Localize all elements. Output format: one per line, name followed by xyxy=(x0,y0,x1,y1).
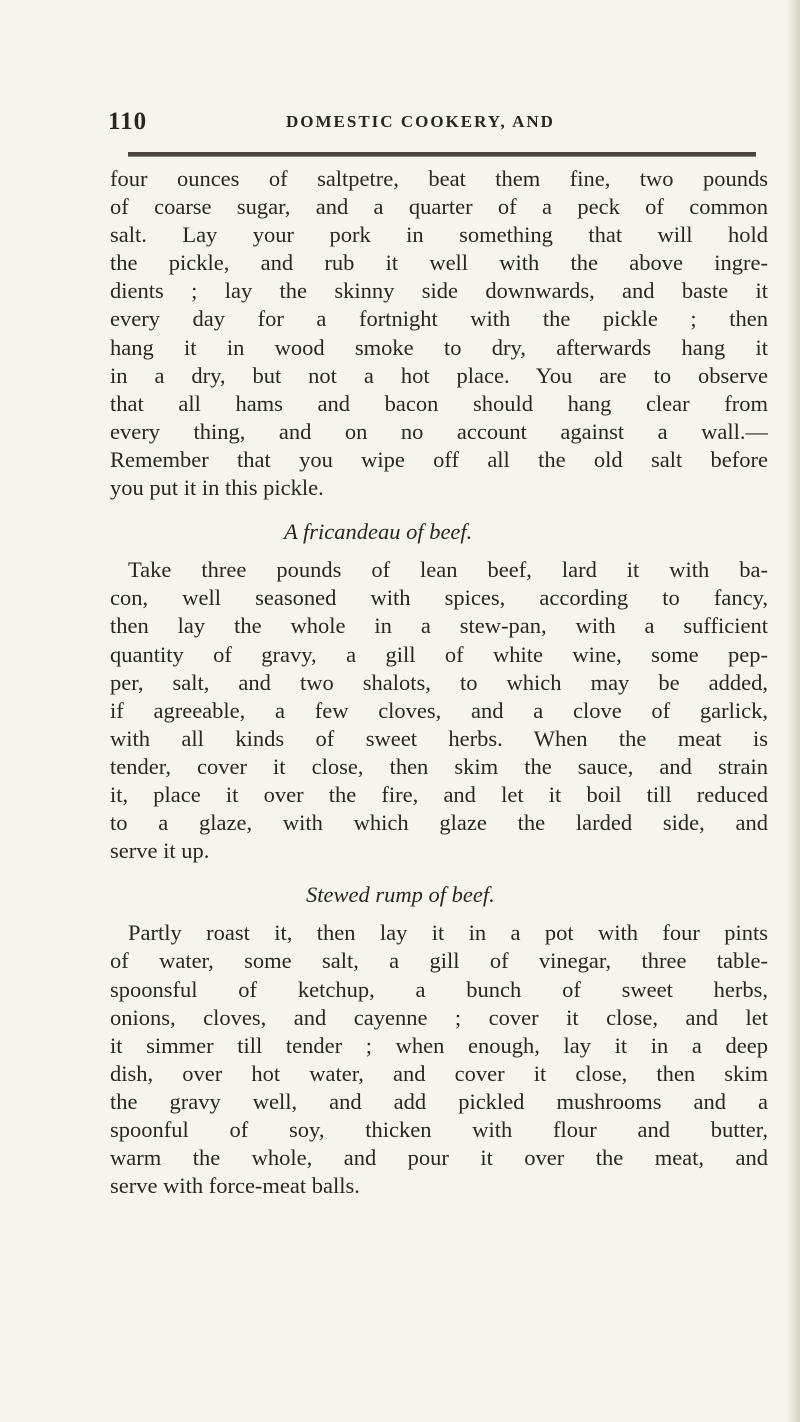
header-rule xyxy=(128,152,756,157)
intro-paragraph xyxy=(110,165,768,502)
text-line: quantity of gravy, a gill of white wine, some pep- xyxy=(110,641,768,667)
text-line: dients ; lay the skinny side downwards, and baste it xyxy=(110,278,768,304)
text-line: spoonful of soy, thicken with flour and butter, xyxy=(110,1117,768,1142)
text-line: onions, cloves, and cayenne ; cover it close, and let xyxy=(110,1004,768,1030)
text-line: per, salt, and two shalots, to which may be added, xyxy=(110,669,768,695)
page-body xyxy=(110,165,768,1200)
text-line: it, place it over the fire, and let it boil till reduced xyxy=(110,781,768,807)
text-line: it simmer till tender ; when enough, lay it in a deep xyxy=(110,1032,768,1058)
text-line: serve it up. xyxy=(110,838,210,864)
text-line: warm the whole, and pour it over the meat, and xyxy=(110,1145,768,1171)
text-line: Remember that you wipe off all the old salt before xyxy=(110,446,768,472)
text-line: con, well seasoned with spices, according to fancy, xyxy=(110,585,768,611)
text-line: every day for a fortnight with the pickle ; then xyxy=(110,306,768,332)
text-line: spoonsful of ketchup, a bunch of sweet herbs, xyxy=(110,976,768,1002)
text-line: that all hams and bacon should hang clear from xyxy=(110,390,768,416)
text-line: salt. Lay your pork in something that will hold xyxy=(110,222,768,248)
text-line: four ounces of saltpetre, beat them fine, two pounds xyxy=(110,166,768,191)
text-line: if agreeable, a few cloves, and a clove of garlick, xyxy=(110,697,768,723)
page-number: 110 xyxy=(108,108,148,135)
recipe-paragraph xyxy=(110,556,768,865)
text-line: Take three pounds of lean beef, lard it with ba- xyxy=(128,557,768,583)
text-line: hang it in wood smoke to dry, afterwards hang it xyxy=(110,334,768,360)
running-title: DOMESTIC COOKERY, AND xyxy=(286,112,555,131)
text-line: the pickle, and rub it well with the above ingre- xyxy=(110,250,768,276)
text-line: dish, over hot water, and cover it close, then skim xyxy=(110,1060,768,1086)
text-line: then lay the whole in a stew-pan, with a sufficient xyxy=(110,613,768,639)
page-edge xyxy=(786,0,800,1422)
text-line: of coarse sugar, and a quarter of a peck of common xyxy=(110,194,768,220)
text-line: to a glaze, with which glaze the larded side, and xyxy=(110,810,768,836)
text-line: in a dry, but not a hot place. You are to observe xyxy=(110,362,768,388)
text-line: tender, cover it close, then skim the sauce, and strain xyxy=(110,753,768,779)
text-line: every thing, and on no account against a wall.— xyxy=(110,418,768,444)
text-line: the gravy well, and add pickled mushrooms and a xyxy=(110,1088,768,1114)
text-line: of water, some salt, a gill of vinegar, three table- xyxy=(110,948,768,974)
text-line: with all kinds of sweet herbs. When the meat is xyxy=(110,725,768,751)
recipe-heading: A fricandeau of beef. xyxy=(284,519,473,545)
recipe-heading: Stewed rump of beef. xyxy=(306,882,495,908)
recipe-paragraph xyxy=(110,919,768,1200)
text-line: serve with force-meat balls. xyxy=(110,1173,360,1199)
text-line: you put it in this pickle. xyxy=(110,475,324,501)
text-line: Partly roast it, then lay it in a pot with four pints xyxy=(128,920,768,946)
page-header xyxy=(108,108,768,138)
